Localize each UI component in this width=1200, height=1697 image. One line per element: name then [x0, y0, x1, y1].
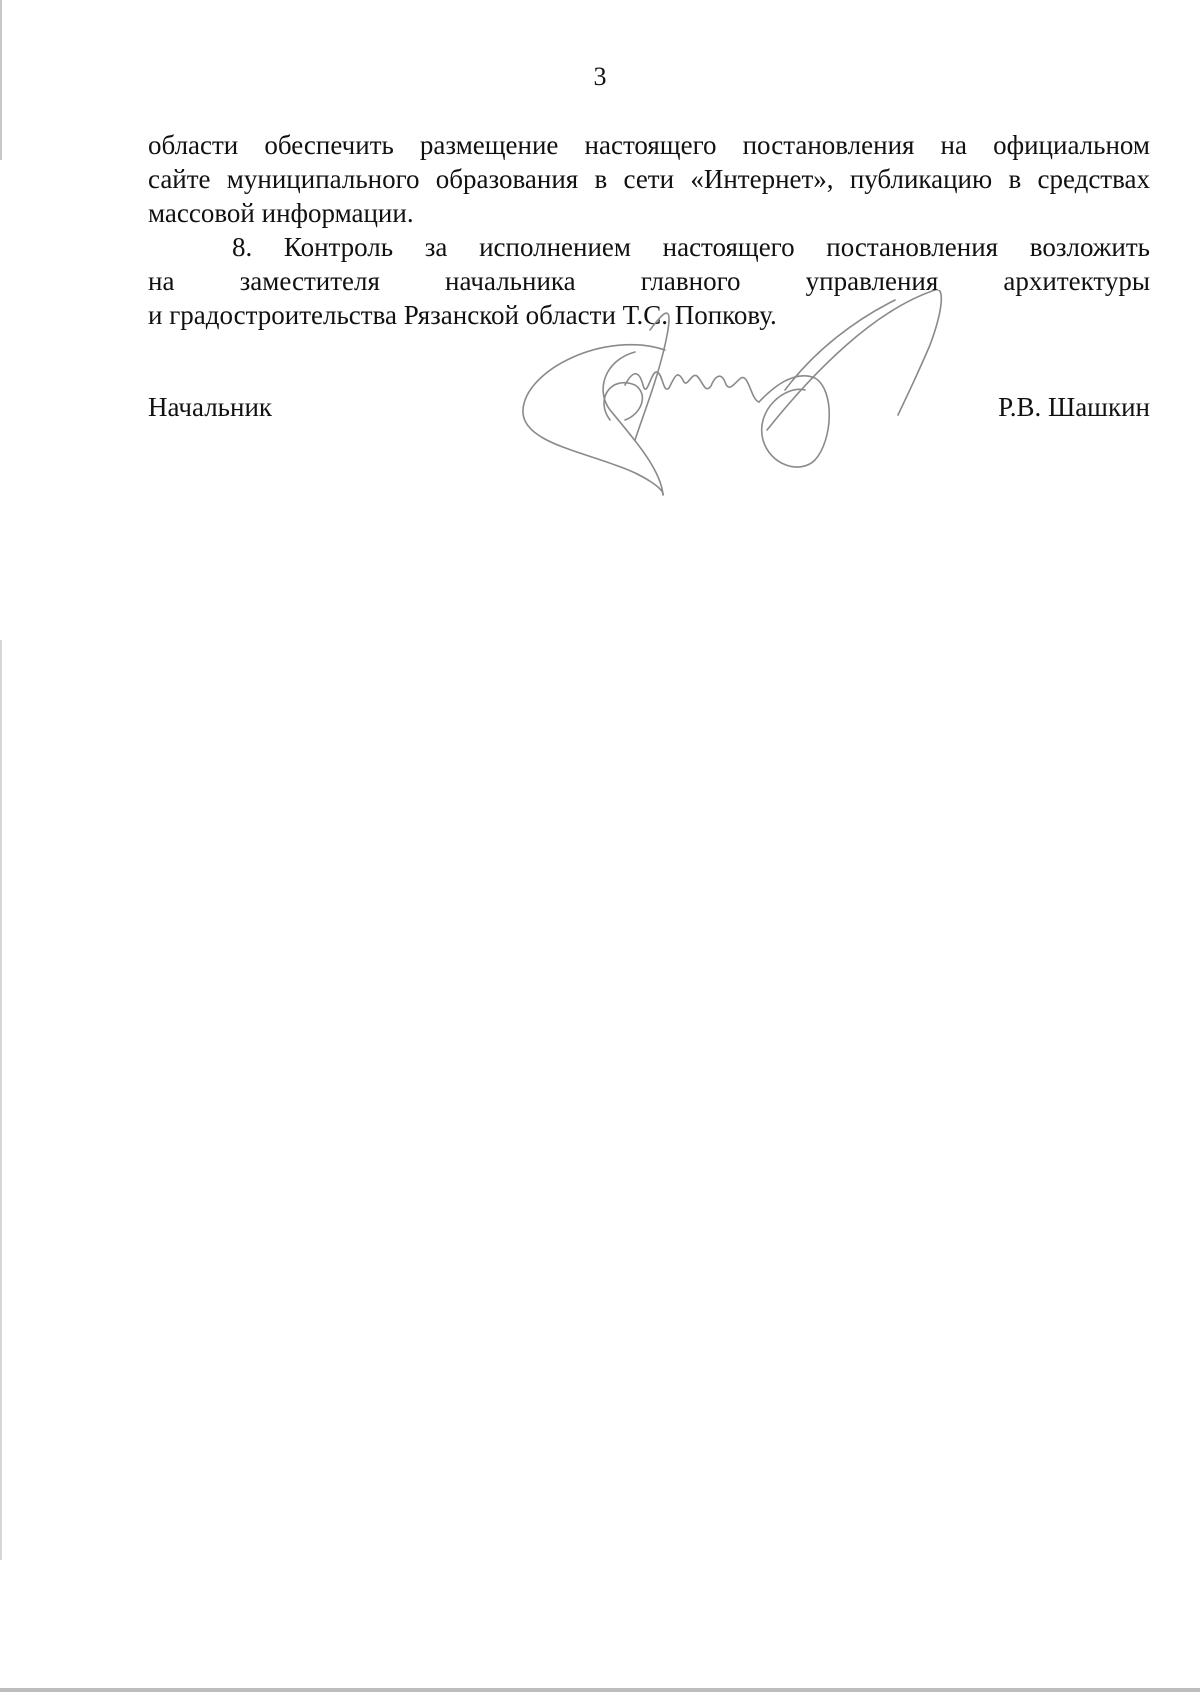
- paragraph-8-line-1: 8. Контроль за исполнением настоящего постановления возложить: [232, 232, 1150, 262]
- body-line-3: массовой информации.: [148, 198, 414, 228]
- scan-edge-left-lower: [0, 640, 2, 1560]
- signatory-name: Р.В. Шашкин: [998, 392, 1150, 422]
- paragraph-8-line-3: и градостроительства Рязанской области Т.С. Попкову.: [148, 300, 777, 330]
- page-number: 3: [593, 62, 607, 91]
- body-line-2: сайте муниципального образования в сети «Интернет», публикацию в средствах: [148, 164, 1150, 194]
- handwritten-signature: [515, 290, 975, 500]
- scan-edge-bottom: [0, 1688, 1200, 1692]
- body-line-1: области обеспечить размещение настоящего постановления на официальном: [148, 130, 1150, 160]
- paragraph-8-line-2: на заместителя начальника главного управления архитектуры: [148, 266, 1150, 296]
- paragraph-7-continuation: [148, 128, 1150, 230]
- signatory-title: Начальник: [148, 392, 273, 422]
